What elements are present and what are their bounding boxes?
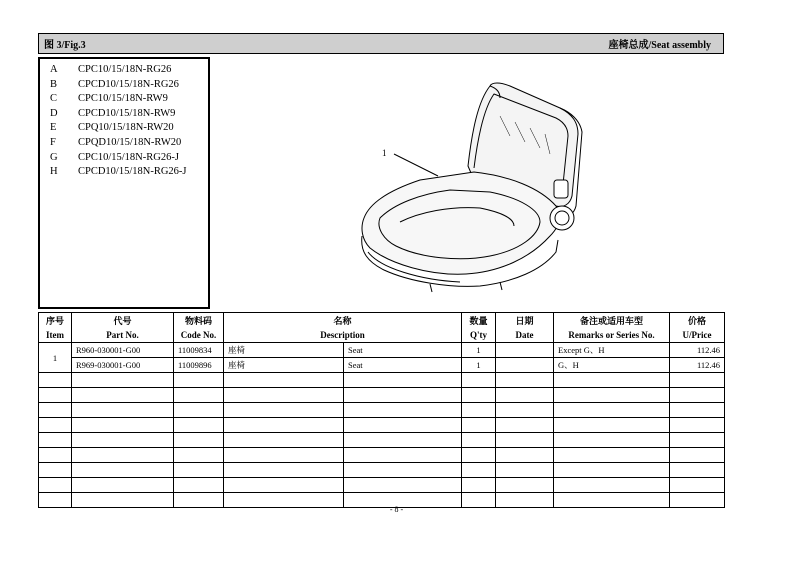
- code-number: 11009834: [174, 343, 224, 358]
- model-name: CPCD10/15/18N-RW9: [78, 107, 176, 119]
- model-row: [50, 78, 208, 93]
- model-row: [50, 107, 208, 122]
- empty-row: [39, 448, 725, 463]
- parts-table: [38, 312, 725, 508]
- empty-row: [39, 433, 725, 448]
- callout-number: 1: [382, 148, 387, 158]
- model-row: [50, 151, 208, 166]
- header-item-cn: 序号: [39, 313, 72, 328]
- remarks: G、H: [554, 358, 670, 373]
- header-date-en: Date: [496, 328, 554, 343]
- model-name: CPCD10/15/18N-RG26: [78, 78, 179, 90]
- model-name: CPQD10/15/18N-RW20: [78, 136, 182, 148]
- header-qty-cn: 数量: [462, 313, 496, 328]
- model-code: A: [50, 64, 58, 75]
- model-list: [38, 57, 210, 309]
- desc-en: Seat: [344, 343, 462, 358]
- unit-price: 112.46: [670, 343, 725, 358]
- table-row: [39, 343, 725, 358]
- part-number: R969-030001-G00: [72, 358, 174, 373]
- model-code: H: [50, 166, 58, 178]
- header-desc-en: Description: [224, 328, 462, 343]
- model-name: CPC10/15/18N-RG26-J: [78, 151, 179, 163]
- table-row: [39, 358, 725, 373]
- model-code: F: [50, 136, 56, 148]
- model-row: [50, 136, 208, 151]
- header-part-cn: 代号: [72, 313, 174, 328]
- header-code-cn: 物料码: [174, 313, 224, 328]
- header-part-en: Part No.: [72, 328, 174, 343]
- item-number: 1: [39, 343, 72, 373]
- figure-label: 图 3/Fig.3: [44, 40, 86, 51]
- assembly-title: 座椅总成/Seat assembly: [608, 40, 711, 51]
- empty-row: [39, 463, 725, 478]
- header-price-en: U/Price: [670, 328, 725, 343]
- model-name: CPCD10/15/18N-RG26-J: [78, 166, 187, 178]
- model-row: [50, 165, 208, 180]
- header-code-en: Code No.: [174, 328, 224, 343]
- header-remarks-cn: 备注或适用车型: [554, 313, 670, 328]
- seat-assembly-drawing: [350, 76, 590, 296]
- model-code: B: [50, 78, 58, 90]
- desc-cn: 座椅: [224, 358, 344, 373]
- model-code: G: [50, 151, 58, 163]
- unit-price: 112.46: [670, 358, 725, 373]
- page-number: - 8 -: [389, 505, 404, 514]
- header-item-en: Item: [39, 328, 72, 343]
- model-code: C: [50, 93, 58, 105]
- model-code: E: [50, 122, 57, 134]
- quantity: 1: [462, 358, 496, 373]
- empty-row: [39, 478, 725, 493]
- desc-cn: 座椅: [224, 343, 344, 358]
- part-number: R960-030001-G00: [72, 343, 174, 358]
- date: [496, 343, 554, 358]
- empty-row: [39, 388, 725, 403]
- model-row: [50, 121, 208, 136]
- header-bar: [38, 33, 724, 54]
- date: [496, 358, 554, 373]
- empty-row: [39, 373, 725, 388]
- model-name: CPC10/15/18N-RG26: [78, 64, 172, 75]
- remarks: Except G、H: [554, 343, 670, 358]
- header-price-cn: 价格: [670, 313, 725, 328]
- table-header-cn: [39, 313, 725, 328]
- quantity: 1: [462, 343, 496, 358]
- header-date-cn: 日期: [496, 313, 554, 328]
- header-qty-en: Q'ty: [462, 328, 496, 343]
- model-name: CPQ10/15/18N-RW20: [78, 122, 174, 134]
- header-desc-cn: 名称: [224, 313, 462, 328]
- model-row: [50, 63, 208, 78]
- model-row: [50, 92, 208, 107]
- header-remarks-en: Remarks or Series No.: [554, 328, 670, 343]
- desc-en: Seat: [344, 358, 462, 373]
- table-header-en: [39, 328, 725, 343]
- empty-row: [39, 403, 725, 418]
- model-code: D: [50, 107, 58, 119]
- model-name: CPC10/15/18N-RW9: [78, 93, 168, 105]
- code-number: 11009896: [174, 358, 224, 373]
- empty-row: [39, 418, 725, 433]
